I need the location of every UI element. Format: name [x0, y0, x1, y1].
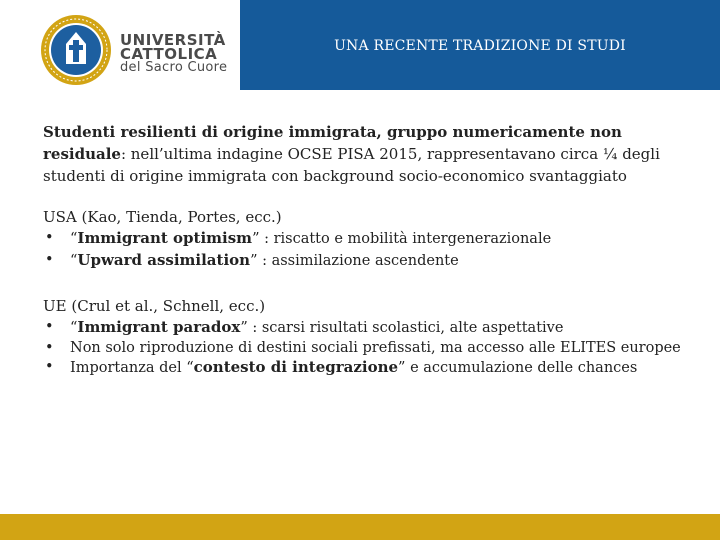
university-name — [120, 33, 227, 75]
bullet-icon: • — [45, 319, 54, 335]
header-band — [240, 0, 720, 90]
term: Immigrant paradox — [77, 318, 241, 336]
bullet-icon: • — [45, 230, 54, 246]
list-item: • “Immigrant paradox” : scarsi risultati scolastici, alte aspettative — [45, 318, 564, 336]
list-item: • Importanza del “contesto di integrazione” e accumulazione delle chances — [45, 358, 638, 376]
bullet-icon: • — [45, 340, 54, 356]
logo-line-3: del Sacro Cuore — [120, 60, 228, 75]
ue-title: UE (Crul et al., Schnell, ecc.) — [43, 297, 266, 315]
logo-line-2: CATTOLICA — [120, 45, 218, 63]
list-item: • “Immigrant optimism” : riscatto e mobilità intergenerazionale — [45, 229, 552, 247]
intro-paragraph — [43, 121, 693, 187]
list-item: • “Upward assimilation” : assimilazione ascendente — [45, 251, 459, 269]
term: contesto di integrazione — [193, 358, 399, 376]
footer-bar — [0, 514, 720, 540]
slide-content — [43, 121, 693, 378]
bullet-icon: • — [45, 252, 54, 268]
university-logo — [0, 0, 240, 100]
term: Upward assimilation — [77, 251, 251, 269]
list-item: • Non solo riproduzione di destini sociali prefissati, ma accesso alle ELITES europee — [45, 340, 681, 356]
bullet-icon: • — [45, 359, 54, 375]
intro-text: : nell’ultima indagine OCSE PISA 2015, rappresentavano circa ¼ degli studenti di origine immigrata con background socio-economico svantaggiato — [43, 145, 660, 185]
term: Immigrant optimism — [77, 229, 253, 247]
usa-list — [43, 228, 693, 272]
logo-line-1: UNIVERSITÀ — [120, 31, 226, 49]
usa-title: USA (Kao, Tienda, Portes, ecc.) — [43, 208, 282, 226]
university-seal-icon — [40, 14, 112, 86]
ue-list — [43, 317, 693, 378]
slide-title: UNA RECENTE TRADIZIONE DI STUDI — [334, 38, 626, 54]
intro-bold: Studenti resilienti di origine immigrata, gruppo numericamente non residuale — [43, 123, 622, 163]
